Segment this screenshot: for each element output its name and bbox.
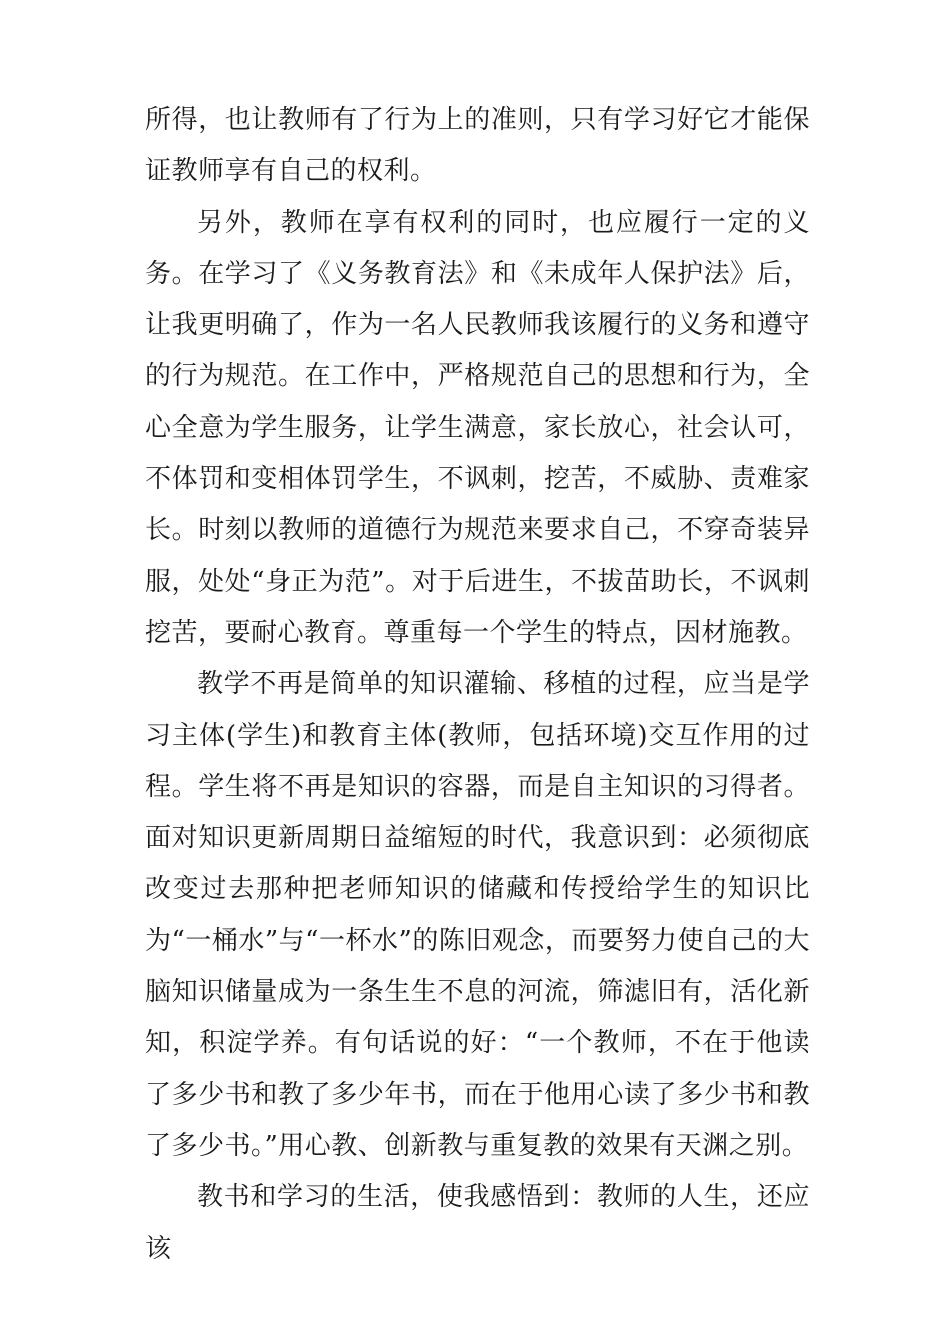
paragraph-4: 教书和学习的生活，使我感悟到：教师的人生，还应该	[145, 1182, 810, 1264]
document-body	[145, 95, 810, 1275]
paragraph-1: 所得，也让教师有了行为上的准则，只有学习好它才能保证教师享有自己的权利。	[145, 105, 810, 187]
paragraph-2: 另外，教师在享有权利的同时，也应履行一定的义务。在学习了《义务教育法》和《未成年人保护法》后，让我更明确了，作为一名人民教师我该履行的义务和遵守的行为规范。在工作中，严格规范自己的思想和行为，全心全意为学生服务，让学生满意，家长放心，社会认可，不体罚和变相体罚学生，不讽刺，挖苦，不威胁、责难家长。时刻以教师的道德行为规范来要求自己，不穿奇装异服，处处“身正为范”。对于后进生，不拔苗助长，不讽刺挖苦，要耐心教育。尊重每一个学生的特点，因材施教。	[145, 207, 810, 648]
paragraph-3: 教学不再是简单的知识灌输、移植的过程，应当是学习主体(学生)和教育主体(教师，包括环境)交互作用的过程。学生将不再是知识的容器，而是自主知识的习得者。面对知识更新周期日益缩短的时代，我意识到：必须彻底改变过去那种把老师知识的储藏和传授给学生的知识比为“一桶水”与“一杯水”的陈旧观念，而要努力使自己的大脑知识储量成为一条生生不息的河流，筛滤旧有，活化新知，积淀学养。有句话说的好：“一个教师，不在于他读了多少书和教了多少年书，而在于他用心读了多少书和教了多少书。”用心教、创新教与重复教的效果有天渊之别。	[145, 669, 810, 1161]
